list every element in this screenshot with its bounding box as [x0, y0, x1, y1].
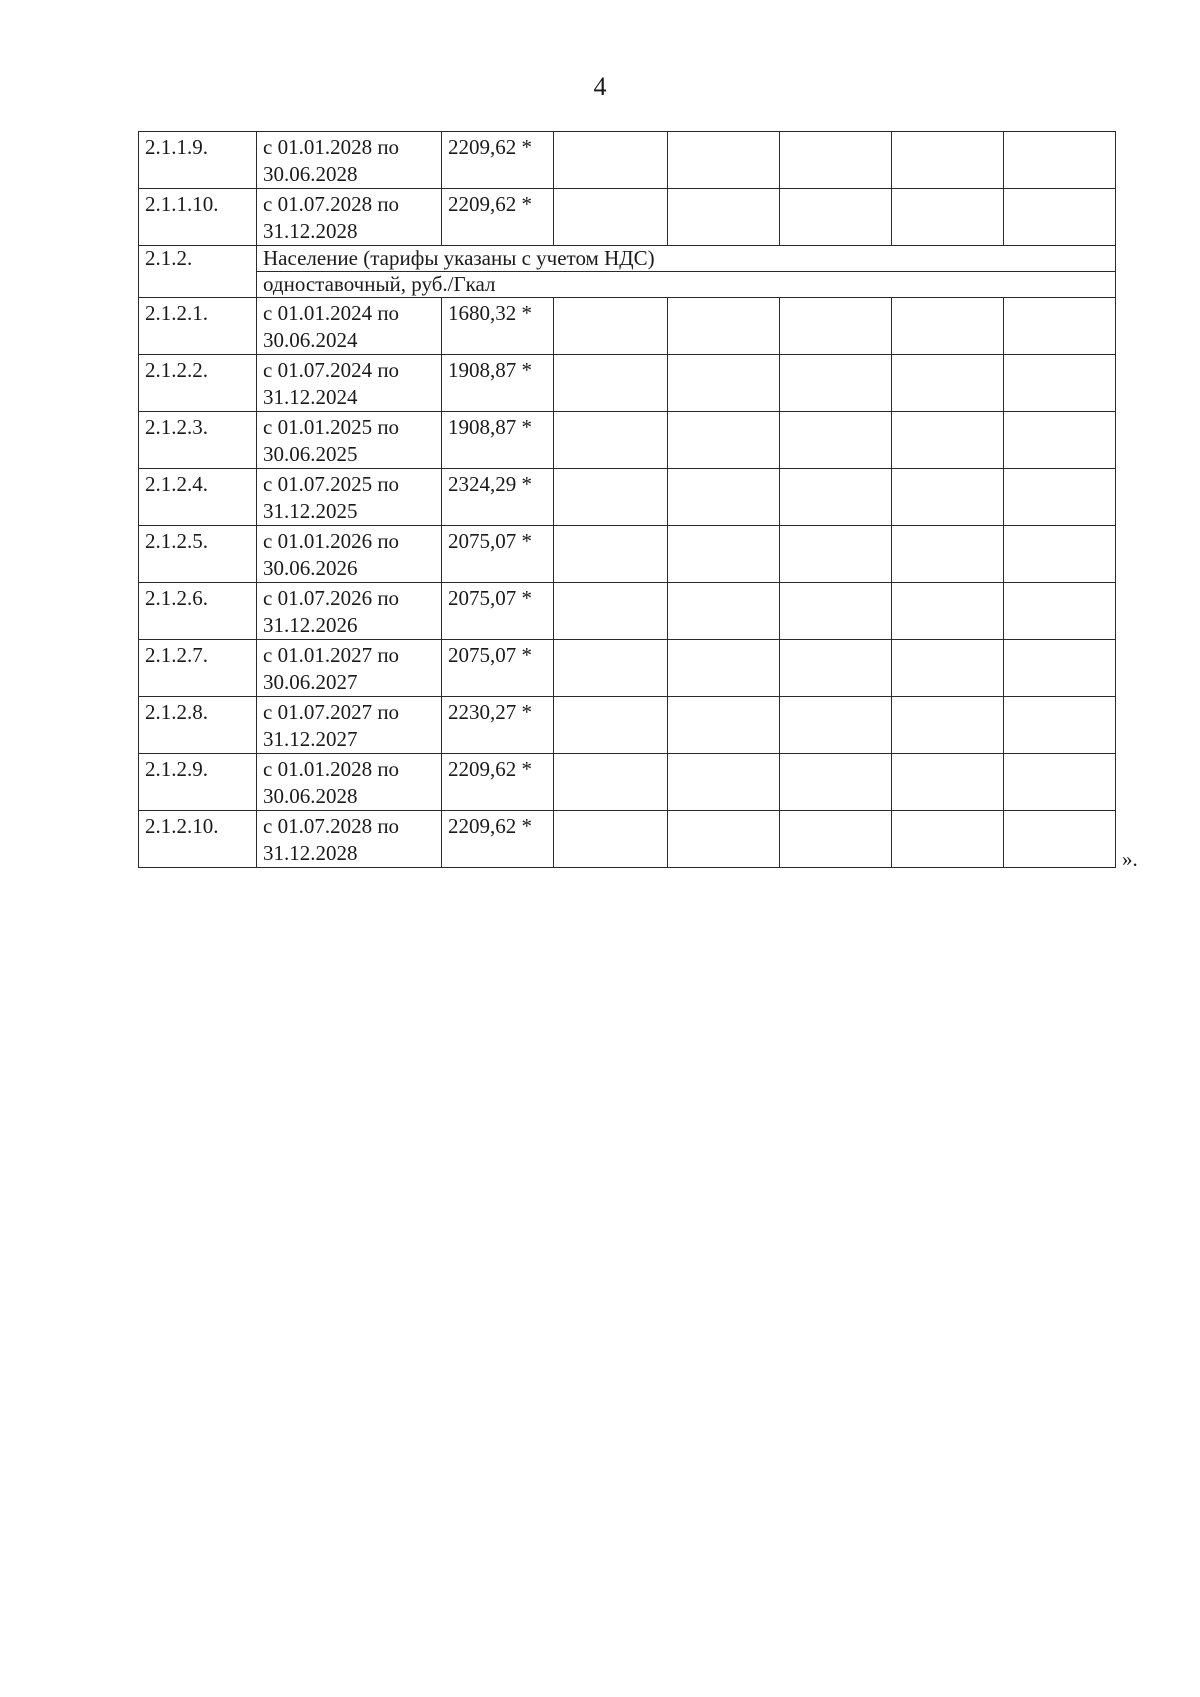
- empty-cell: [1004, 754, 1116, 811]
- table-row: [139, 355, 1116, 412]
- empty-cell: [780, 469, 892, 526]
- empty-cell: [554, 526, 668, 583]
- empty-cell: [668, 355, 780, 412]
- empty-cell: [668, 583, 780, 640]
- table-row: [139, 754, 1116, 811]
- row-code: 2.1.2.4.: [139, 469, 257, 526]
- period-line: 31.12.2025: [263, 499, 358, 523]
- empty-cell: [1004, 412, 1116, 469]
- empty-cell: [780, 189, 892, 246]
- row-tariff-value: 2209,62 *: [442, 754, 554, 811]
- empty-cell: [554, 583, 668, 640]
- empty-cell: [780, 811, 892, 868]
- empty-cell: [554, 640, 668, 697]
- period-line: с 01.01.2028 по: [263, 135, 400, 159]
- row-period: [257, 132, 442, 189]
- period-line: с 01.01.2028 по: [263, 757, 400, 781]
- row-tariff-value: 2209,62 *: [442, 811, 554, 868]
- period-line: с 01.07.2025 по: [263, 472, 400, 496]
- row-code: 2.1.2.6.: [139, 583, 257, 640]
- period-line: с 01.07.2024 по: [263, 358, 400, 382]
- period-line: 31.12.2026: [263, 613, 358, 637]
- page-number: 4: [593, 72, 607, 101]
- row-period: [257, 189, 442, 246]
- empty-cell: [1004, 469, 1116, 526]
- empty-cell: [892, 132, 1004, 189]
- row-period: [257, 298, 442, 355]
- empty-cell: [554, 469, 668, 526]
- row-tariff-value: 2075,07 *: [442, 640, 554, 697]
- row-period: [257, 355, 442, 412]
- empty-cell: [554, 189, 668, 246]
- row-period: [257, 811, 442, 868]
- empty-cell: [1004, 583, 1116, 640]
- period-line: 30.06.2027: [263, 670, 358, 694]
- empty-cell: [554, 412, 668, 469]
- section-code: 2.1.2.: [139, 246, 257, 298]
- row-tariff-value: 1908,87 *: [442, 412, 554, 469]
- empty-cell: [668, 469, 780, 526]
- empty-cell: [892, 469, 1004, 526]
- section-title: Население (тарифы указаны с учетом НДС): [257, 246, 1116, 272]
- empty-cell: [1004, 811, 1116, 868]
- empty-cell: [780, 355, 892, 412]
- empty-cell: [780, 697, 892, 754]
- table-row: [139, 640, 1116, 697]
- row-tariff-value: 2075,07 *: [442, 583, 554, 640]
- empty-cell: [1004, 132, 1116, 189]
- row-period: [257, 526, 442, 583]
- period-line: с 01.07.2026 по: [263, 586, 400, 610]
- period-line: с 01.01.2027 по: [263, 643, 400, 667]
- row-period: [257, 754, 442, 811]
- empty-cell: [892, 583, 1004, 640]
- empty-cell: [892, 811, 1004, 868]
- row-tariff-value: 2209,62 *: [442, 132, 554, 189]
- row-period: [257, 469, 442, 526]
- empty-cell: [892, 640, 1004, 697]
- row-period: [257, 583, 442, 640]
- empty-cell: [1004, 355, 1116, 412]
- period-line: с 01.01.2026 по: [263, 529, 400, 553]
- period-line: 31.12.2028: [263, 219, 358, 243]
- row-code: 2.1.2.9.: [139, 754, 257, 811]
- period-line: с 01.07.2028 по: [263, 814, 400, 838]
- empty-cell: [780, 754, 892, 811]
- row-tariff-value: 2230,27 *: [442, 697, 554, 754]
- row-code: 2.1.2.8.: [139, 697, 257, 754]
- empty-cell: [892, 189, 1004, 246]
- row-period: [257, 697, 442, 754]
- row-tariff-value: 1680,32 *: [442, 298, 554, 355]
- empty-cell: [780, 132, 892, 189]
- row-code: 2.1.2.2.: [139, 355, 257, 412]
- row-code: 2.1.2.3.: [139, 412, 257, 469]
- empty-cell: [554, 754, 668, 811]
- period-line: с 01.07.2027 по: [263, 700, 400, 724]
- empty-cell: [1004, 298, 1116, 355]
- period-line: 30.06.2025: [263, 442, 358, 466]
- row-period: [257, 640, 442, 697]
- period-line: 31.12.2028: [263, 841, 358, 865]
- empty-cell: [780, 640, 892, 697]
- empty-cell: [1004, 526, 1116, 583]
- tariff-table: [138, 131, 1116, 868]
- empty-cell: [668, 811, 780, 868]
- table-row: [139, 412, 1116, 469]
- row-code: 2.1.1.9.: [139, 132, 257, 189]
- empty-cell: [892, 298, 1004, 355]
- section-subtitle: одноставочный, руб./Гкал: [257, 272, 1116, 298]
- empty-cell: [1004, 697, 1116, 754]
- section-header: [139, 246, 1116, 298]
- row-tariff-value: 2209,62 *: [442, 189, 554, 246]
- table-row: [139, 697, 1116, 754]
- empty-cell: [780, 412, 892, 469]
- period-line: 31.12.2024: [263, 385, 358, 409]
- row-period: [257, 412, 442, 469]
- empty-cell: [668, 640, 780, 697]
- row-code: 2.1.2.1.: [139, 298, 257, 355]
- section-subtitle-row: [139, 272, 1116, 298]
- table-body-top: [139, 132, 1116, 246]
- period-line: с 01.07.2028 по: [263, 192, 400, 216]
- empty-cell: [668, 189, 780, 246]
- table-row: [139, 132, 1116, 189]
- section-title-row: [139, 246, 1116, 272]
- table-row: [139, 469, 1116, 526]
- table-row: [139, 298, 1116, 355]
- row-code: 2.1.2.10.: [139, 811, 257, 868]
- empty-cell: [668, 754, 780, 811]
- empty-cell: [554, 355, 668, 412]
- empty-cell: [1004, 189, 1116, 246]
- empty-cell: [780, 583, 892, 640]
- row-tariff-value: 2075,07 *: [442, 526, 554, 583]
- empty-cell: [668, 412, 780, 469]
- period-line: 30.06.2024: [263, 328, 358, 352]
- period-line: 30.06.2028: [263, 784, 358, 808]
- empty-cell: [892, 355, 1004, 412]
- table-row: [139, 583, 1116, 640]
- empty-cell: [668, 526, 780, 583]
- empty-cell: [668, 697, 780, 754]
- empty-cell: [1004, 640, 1116, 697]
- empty-cell: [892, 697, 1004, 754]
- empty-cell: [780, 526, 892, 583]
- empty-cell: [554, 811, 668, 868]
- table-body-bottom: [139, 298, 1116, 868]
- empty-cell: [668, 298, 780, 355]
- row-code: 2.1.1.10.: [139, 189, 257, 246]
- empty-cell: [668, 132, 780, 189]
- row-code: 2.1.2.5.: [139, 526, 257, 583]
- closing-quote: ».: [1122, 847, 1138, 871]
- empty-cell: [554, 132, 668, 189]
- period-line: 31.12.2027: [263, 727, 358, 751]
- empty-cell: [892, 412, 1004, 469]
- row-code: 2.1.2.7.: [139, 640, 257, 697]
- period-line: 30.06.2026: [263, 556, 358, 580]
- empty-cell: [554, 697, 668, 754]
- table-row: [139, 189, 1116, 246]
- period-line: с 01.01.2025 по: [263, 415, 400, 439]
- row-tariff-value: 2324,29 *: [442, 469, 554, 526]
- empty-cell: [780, 298, 892, 355]
- empty-cell: [892, 526, 1004, 583]
- period-line: 30.06.2028: [263, 162, 358, 186]
- period-line: с 01.01.2024 по: [263, 301, 400, 325]
- row-tariff-value: 1908,87 *: [442, 355, 554, 412]
- empty-cell: [892, 754, 1004, 811]
- table-row: [139, 811, 1116, 868]
- empty-cell: [554, 298, 668, 355]
- table-row: [139, 526, 1116, 583]
